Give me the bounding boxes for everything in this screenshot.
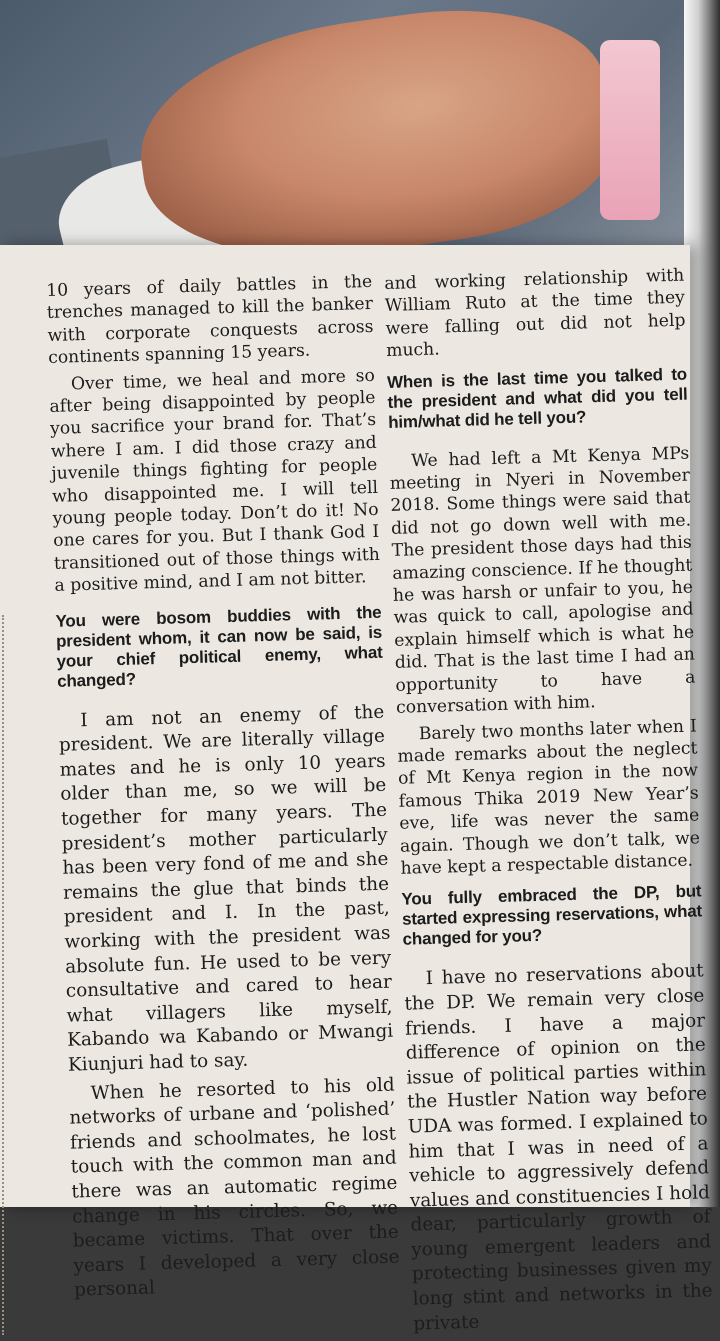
left-paragraph-3: I am not an enemy of the president. We are literally village mates and he is only 10 years older than me, so we will be together for many years. The president’s mother particularly has been very fond of me and she remains the glue that binds the president and I. In the past, working with the president was absolute fun. He used to be very consultative and cared to hear what villagers like myself, Kabando wa Kabando or Mwangi Kiunjuri had to say.: [58, 701, 394, 1076]
margin-dotted-rule: [2, 615, 6, 1335]
left-column: [46, 271, 401, 1308]
cover-photo: [0, 0, 720, 265]
magazine-page: [0, 245, 713, 1335]
right-paragraph-4: I have no reservations about the DP. We remain very close friends. I have a major difference of opinion on the issue of political parties within the Hustler Nation way before UDA was formed. I explained to him that I was in need of a vehicle to aggressively defend values and constituencies I hold dear, particularly growth of young emergent leaders and protecting businesses given my long stint and networks in the private: [404, 960, 713, 1335]
right-paragraph-2: We had left a Mt Kenya MPs meeting in Nyeri in November 2018. Some things were said that did not go down well with me. The president those days had this amazing conscience. If he thought he was harsh or unfair to you, he was quick to call, apologise and explain himself which is what he did. That is the last time I had an opportunity to have a conversation with him.: [389, 443, 696, 718]
interview-question-3: You fully embraced the DP, but started expressing reservations, what changed for you?: [401, 881, 703, 950]
interview-question-2: When is the last time you talked to the president and what did you tell him/what did he tell you?: [386, 364, 688, 432]
pink-object: [600, 40, 660, 220]
clasped-hands: [126, 0, 623, 265]
right-column: [384, 265, 714, 1341]
interview-question-1: You were bosom buddies with the president whom, it can now be said, is your chief political enemy, what changed?: [55, 602, 383, 691]
left-paragraph-1: 10 years of daily battles in the trenches managed to kill the banker with corporate conquests across continents spanning 15 years.: [46, 271, 374, 369]
right-paragraph-3: Barely two months later when I made remarks about the neglect of Mt Kenya region in the now famous Thika 2019 New Year’s eve, life was never the same again. Though we don’t talk, we have kept a respectable distance.: [397, 715, 701, 879]
left-paragraph-2: Over time, we heal and more so after being disappointed by people you sacrifice your brand for. That’s where I am. I did those crazy and juvenile things fighting for people who disappointed me. I will tell young people today. Don’t do it! No one cares for you. But I thank God I transitioned out of those things with a positive mind, and I am not bitter.: [49, 365, 381, 597]
right-paragraph-1: and working relationship with William Ruto at the time they were falling out did not help much.: [384, 265, 686, 362]
left-paragraph-4: When he resorted to his old networks of urbane and ‘polished’ friends and schoolmates, he lost touch with the common man and there was an automatic regime change in his circles. So, we became victims. That over the years I developed a very close personal: [69, 1074, 400, 1301]
